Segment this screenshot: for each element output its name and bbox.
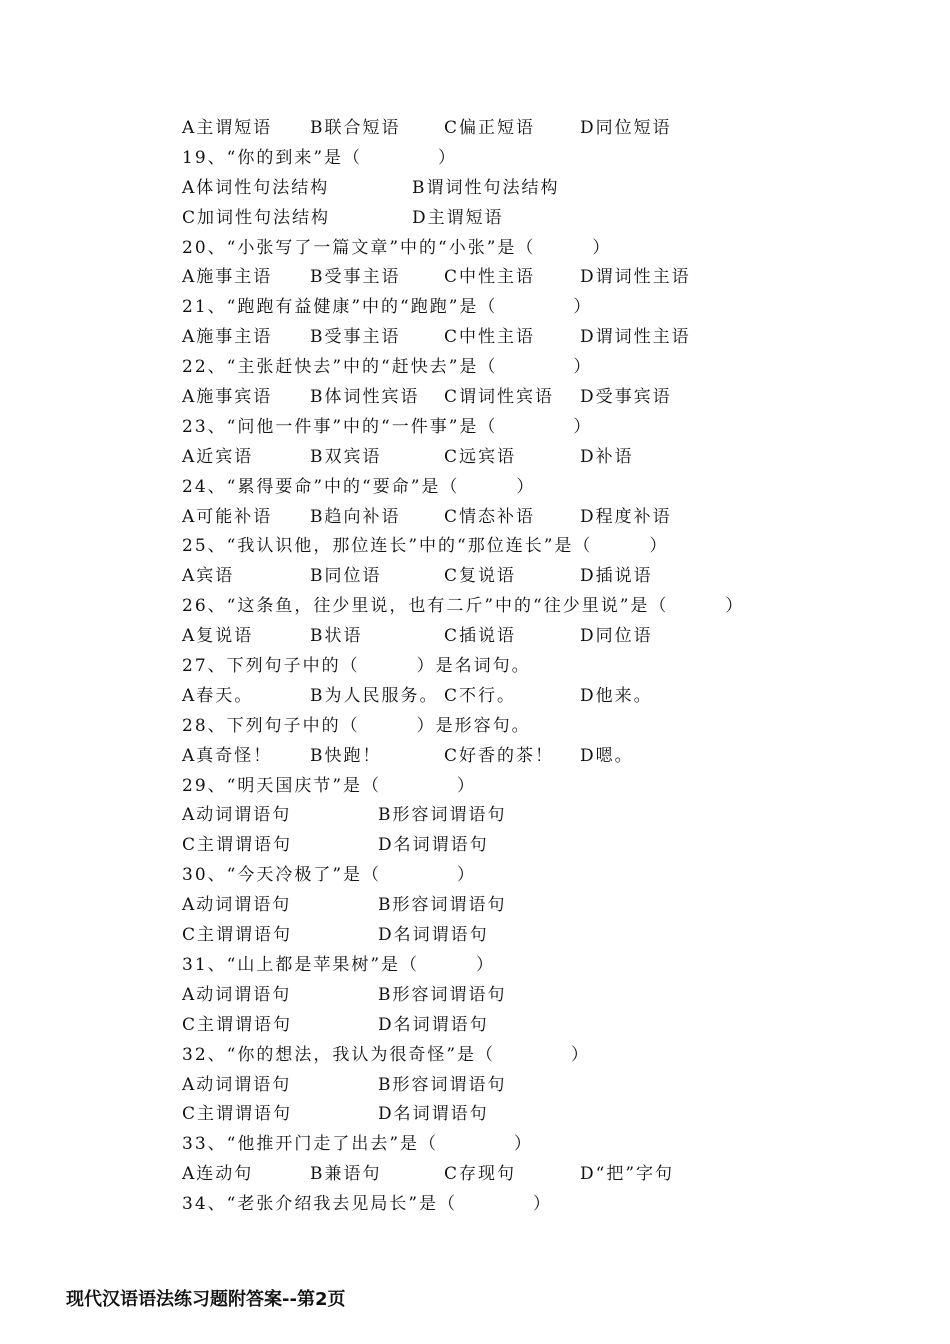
question-text: 20、“小张写了一篇文章”中的“小张”是（ ）: [182, 237, 612, 258]
answer-option: A动词谓语句: [182, 1074, 292, 1095]
answer-option: B联合短语: [310, 118, 401, 138]
answer-option: D同位短语: [580, 118, 672, 138]
answer-option: C谓词性宾语: [444, 387, 555, 408]
answer-option: B双宾语: [310, 446, 382, 467]
answer-option: D同位语: [580, 626, 653, 647]
answer-option: D名词谓语句: [378, 925, 489, 946]
answer-option: A连动句: [182, 1164, 254, 1185]
answer-option: D名词谓语句: [378, 835, 489, 856]
answer-option: A动词谓语句: [182, 805, 292, 826]
question-text: 26、“这条鱼，往少里说，也有二斤”中的“往少里说”是（ ）: [182, 596, 745, 617]
answer-option: C主谓谓语句: [182, 1104, 293, 1125]
answer-option: B形容词谓语句: [378, 805, 507, 826]
answer-option: D受事宾语: [580, 387, 672, 408]
answer-option: D补语: [580, 446, 634, 467]
answer-option: B形容词谓语句: [378, 1074, 507, 1095]
question-text: 28、下列句子中的（ ）是形容句。: [182, 715, 531, 736]
answer-option: B形容词谓语句: [378, 895, 507, 916]
question-text: 25、“我认识他，那位连长”中的“那位连长”是（ ）: [182, 536, 669, 557]
question-text: 34、“老张介绍我去见局长”是（ ）: [182, 1194, 553, 1215]
question-text: 33、“他推开门走了出去”是（ ）: [182, 1134, 534, 1155]
answer-option: A动词谓语句: [182, 984, 292, 1005]
answer-option: C插说语: [444, 626, 517, 647]
answer-option: A复说语: [182, 626, 254, 647]
page-footer: 现代汉语语法练习题附答案--第2页: [66, 1289, 346, 1310]
answer-option: D谓词性主语: [580, 327, 691, 348]
answer-option: C不行。: [444, 685, 517, 706]
answer-option: A可能补语: [182, 506, 273, 527]
question-text: 19、“你的到来”是（ ）: [182, 147, 458, 168]
answer-option: A春天。: [182, 685, 254, 706]
answer-option: C复说语: [444, 566, 517, 587]
answer-option: B体词性宾语: [310, 387, 420, 408]
answer-option: B状语: [310, 626, 363, 647]
answer-option: A施事主语: [182, 327, 273, 348]
answer-option: D他来。: [580, 685, 653, 706]
answer-option: D程度补语: [580, 506, 672, 527]
answer-option: D插说语: [580, 566, 653, 587]
answer-option: A真奇怪！: [182, 745, 273, 766]
answer-option: A近宾语: [182, 446, 254, 467]
answer-option: D名词谓语句: [378, 1104, 489, 1125]
answer-option: A宾语: [182, 566, 235, 587]
question-text: 30、“今天冷极了”是（ ）: [182, 865, 477, 886]
answer-option: D谓词性主语: [580, 267, 691, 288]
answer-option: B快跑！: [310, 745, 382, 766]
answer-option: B谓词性句法结构: [412, 177, 560, 198]
answer-option: C中性主语: [444, 327, 536, 348]
answer-option: B趋向补语: [310, 506, 401, 527]
answer-option: C中性主语: [444, 267, 536, 288]
answer-option: C主谓谓语句: [182, 1014, 293, 1035]
question-text: 21、“跑跑有益健康”中的“跑跑”是（ ）: [182, 297, 593, 318]
question-text: 31、“山上都是苹果树”是（ ）: [182, 954, 496, 975]
answer-option: B形容词谓语句: [378, 984, 507, 1005]
answer-option: B受事主语: [310, 327, 401, 348]
question-text: 32、“你的想法，我认为很奇怪”是（ ）: [182, 1044, 591, 1065]
question-text: 29、“明天国庆节”是（ ）: [182, 775, 477, 796]
question-text: 24、“累得要命”中的“要命”是（ ）: [182, 476, 536, 497]
answer-option: A体词性句法结构: [182, 177, 330, 198]
answer-option: D嗯。: [580, 745, 634, 766]
answer-option: C远宾语: [444, 446, 517, 467]
answer-option: A主谓短语: [182, 118, 273, 138]
answer-option: C主谓谓语句: [182, 925, 293, 946]
answer-option: B兼语句: [310, 1164, 382, 1185]
answer-option: A动词谓语句: [182, 895, 292, 916]
answer-option: A施事主语: [182, 267, 273, 288]
answer-option: B受事主语: [310, 267, 401, 288]
answer-option: C情态补语: [444, 506, 536, 527]
answer-option: B为人民服务。: [310, 685, 439, 706]
answer-option: D名词谓语句: [378, 1014, 489, 1035]
answer-option: D“把”字句: [580, 1164, 675, 1185]
answer-option: C存现句: [444, 1164, 517, 1185]
question-text: 27、下列句子中的（ ）是名词句。: [182, 656, 531, 677]
answer-option: C偏正短语: [444, 118, 536, 138]
question-text: 23、“问他一件事”中的“一件事”是（ ）: [182, 416, 593, 437]
answer-option: C加词性句法结构: [182, 207, 331, 228]
answer-option: C好香的茶！: [444, 745, 555, 766]
answer-option: B同位语: [310, 566, 382, 587]
answer-option: C主谓谓语句: [182, 835, 293, 856]
answer-option: A施事宾语: [182, 387, 273, 408]
question-text: 22、“主张赶快去”中的“赶快去”是（ ）: [182, 357, 593, 378]
answer-option: D主谓短语: [412, 207, 504, 228]
